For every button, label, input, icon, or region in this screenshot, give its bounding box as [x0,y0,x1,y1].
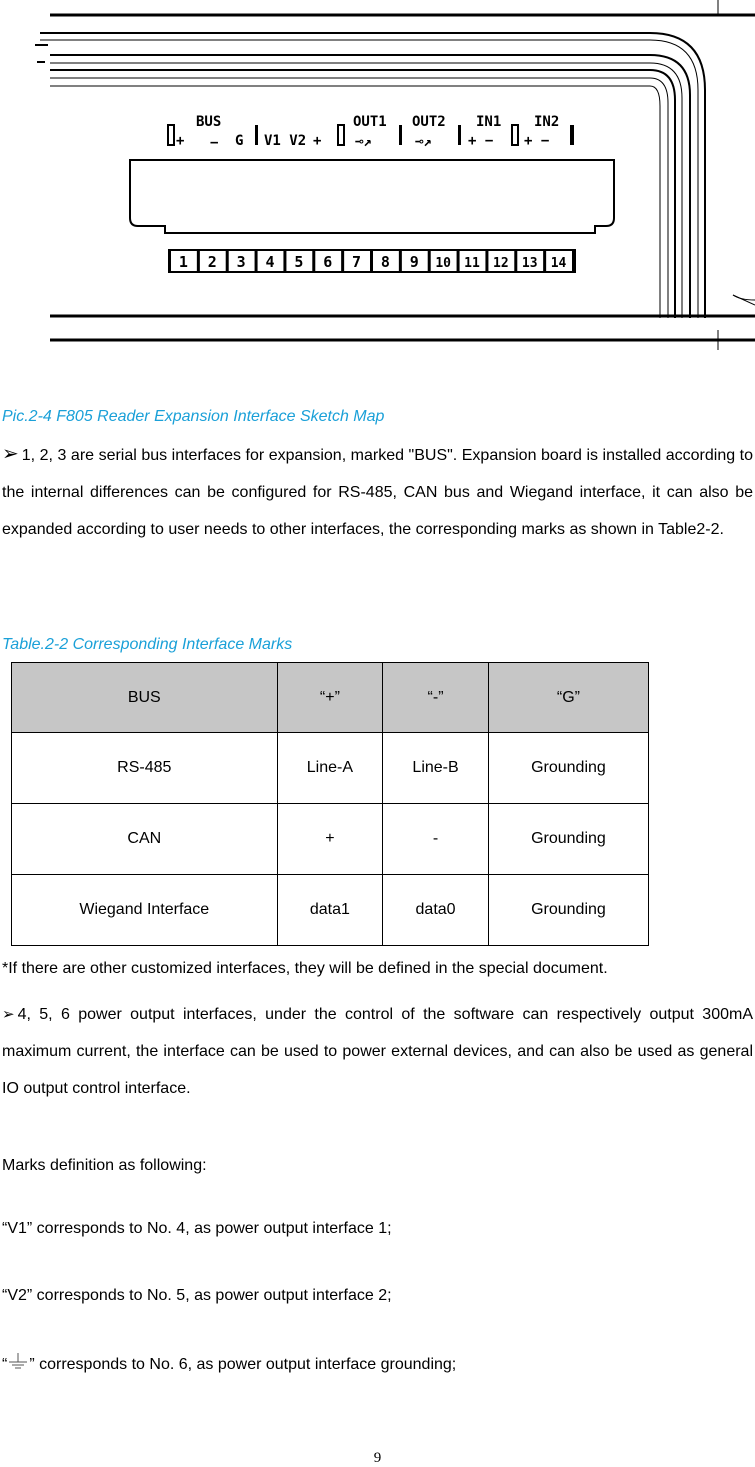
figure-caption: Pic.2-4 F805 Reader Expansion Interface Sketch Map [2,408,385,425]
table-cell: Line-B [383,733,489,804]
table-cell: Grounding [488,875,648,946]
table-row [12,875,649,946]
terminal-number: 14 [550,256,567,271]
terminal-number: 12 [493,256,509,271]
svg-text:+: + [313,133,322,149]
terminal-number: 9 [409,253,419,271]
table-header-row [12,663,649,733]
table-cell: RS-485 [12,733,278,804]
diagram-label-out2: OUT2 [412,114,446,130]
marks-intro: Marks definition as following: [2,1157,207,1174]
table-header-cell: “-” [383,663,489,733]
v1-definition: “V1” corresponds to No. 4, as power output interface 1; [2,1220,392,1237]
diagram-label-v1v2: V1 V2 [264,133,307,149]
terminal-number: 5 [294,253,304,271]
table-caption: Table.2-2 Corresponding Interface Marks [2,636,293,653]
terminal-number: 1 [178,253,188,271]
svg-text:+ −: + − [468,133,494,149]
custom-interface-note: *If there are other customized interfaces, they will be defined in the special document. [2,960,608,977]
terminal-number: 6 [323,253,333,271]
diagram-label-out1: OUT1 [353,114,387,130]
paragraph-bus-text: 1, 2, 3 are serial bus interfaces for expansion, marked "BUS". Expansion board is installed according to the internal differences can be configured for RS-485, CAN bus and Wiegand interface, it can also be expanded according to user needs to other interfaces, the corresponding marks as shown in Table2-2. [2,447,753,538]
terminal-number: 4 [265,253,275,271]
terminal-number: 3 [236,253,246,271]
ground-definition-text: ” corresponds to No. 6, as power output interface grounding; [29,1356,457,1373]
terminal-number: 11 [464,256,480,271]
paragraph-power-text: 4, 5, 6 power output interfaces, under the control of the software can respectively output 300mA maximum current, the interface can be used to power external devices, and can also be used as general IO output control interface. [2,1006,753,1097]
paragraph-bus-interfaces [2,436,753,548]
terminal-number: 13 [521,256,538,271]
table-header-cell: “+” [277,663,383,733]
ground-definition [2,1353,456,1374]
page-number: 9 [373,1450,382,1466]
terminal-number: 10 [435,256,451,271]
svg-text:+ −: + − [524,133,550,149]
table-cell: data0 [383,875,489,946]
table-cell: Grounding [488,804,648,875]
diagram-label-g: G [235,133,244,149]
connector-label-strip [168,114,574,151]
quote-open: “ [2,1356,8,1373]
arrow-bullet-icon: ➢ [2,443,19,465]
table-cell: CAN [12,804,278,875]
diagram-label-in1: IN1 [476,114,502,130]
terminal-number: 8 [380,253,390,271]
svg-text:⊸↗: ⊸↗ [415,134,432,150]
table-header-cell: BUS [12,663,278,733]
paragraph-power-output [2,996,753,1107]
table-cell: Line-A [277,733,383,804]
table-row [12,804,649,875]
table-cell: - [383,804,489,875]
table-cell: + [277,804,383,875]
terminal-number-row [168,249,576,273]
v2-definition: “V2” corresponds to No. 5, as power output interface 2; [2,1287,392,1304]
expansion-interface-diagram [0,0,755,350]
arrow-bullet-icon: ➢ [2,1006,15,1023]
ground-symbol-icon [7,1353,29,1371]
svg-text:+: + [176,133,185,149]
table-cell: Wiegand Interface [12,875,278,946]
diagram-label-bus: BUS [196,114,222,130]
interface-marks-table [11,662,649,946]
table-row [12,733,649,804]
terminal-number: 2 [207,253,217,271]
table-cell: Grounding [488,733,648,804]
diagram-label-in2: IN2 [534,114,560,130]
table-cell: data1 [277,875,383,946]
connector-body [130,160,614,233]
table-header-cell: “G” [488,663,648,733]
svg-text:⊸↗: ⊸↗ [355,134,372,150]
terminal-number: 7 [352,253,362,271]
svg-text:−: − [210,135,219,151]
